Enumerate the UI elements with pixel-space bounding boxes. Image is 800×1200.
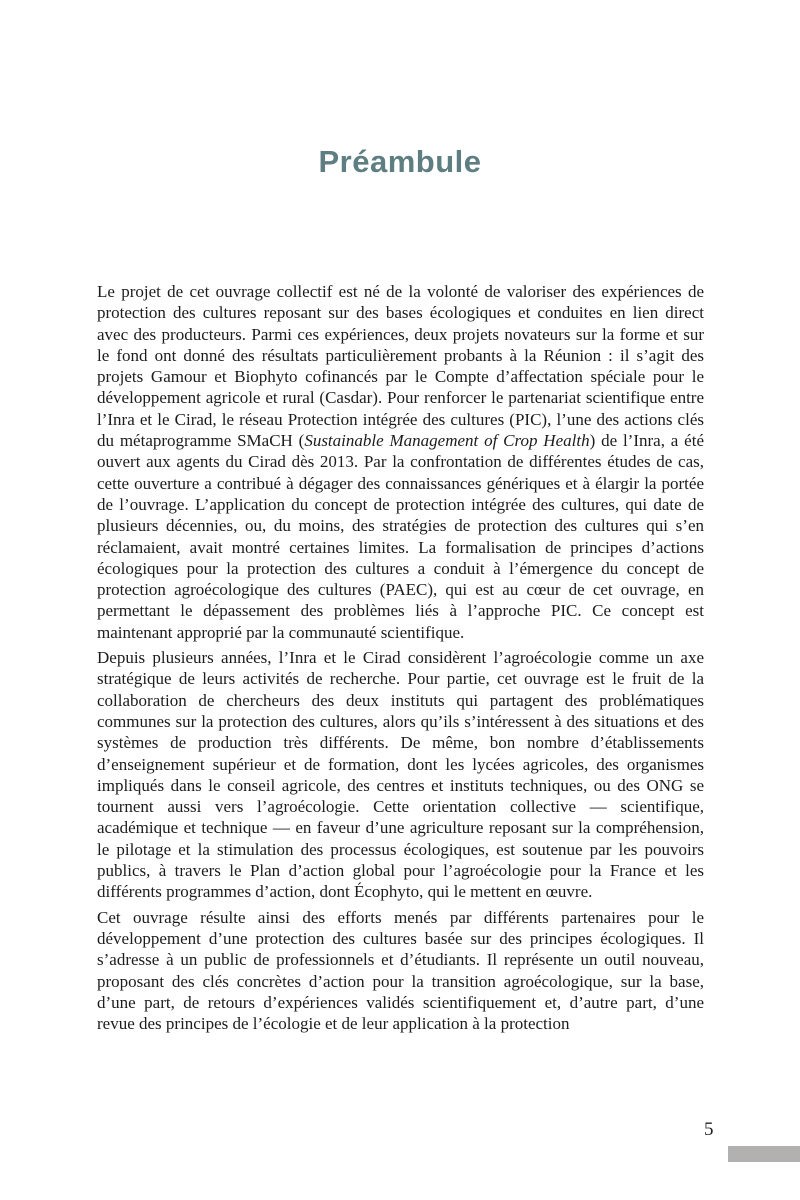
italic-text-run: Sustainable Management of Crop Health xyxy=(304,431,590,451)
paragraph xyxy=(97,907,704,1035)
paragraph xyxy=(97,281,704,643)
text-run: Depuis plusieurs années, l’Inra et le Cirad considèrent l’agroécologie comme un axe stratégique de leurs activités de recherche. Pour partie, cet ouvrage est le fruit de la collaboration de chercheurs des deux instituts qui partagent des problématiques communes sur la protection des cultures, alors qu’ils s’intéressent à des situations et des systèmes de production très différents. De même, bon nombre d’établissements d’enseignement supérieur et de formation, dont les lycées agricoles, des organismes impliqués dans le conseil agricole, des centres et instituts techniques, ou des ONG se tournent aussi vers l’agroécologie. Cette orientation collective — scientifique, académique et technique — en faveur d’une agriculture reposant sur la compréhension, le pilotage et la stimulation des processus écologiques, est soutenue par les pouvoirs publics, à travers le Plan d’action global pour l’agroécologie pour la France et les différents programmes d’action, dont Écophyto, qui le mettent en œuvre. xyxy=(97,648,704,902)
page-number: 5 xyxy=(704,1119,714,1140)
text-run: ) de l’Inra, a été ouvert aux agents du Cirad dès 2013. Par la confrontation de différentes études de cas, cette ouverture a contribué à dégager des connaissances génériques et à élargir la portée de l’ouvrage. L’application du concept de protection intégrée des cultures, qui date de plusieurs décennies, ou, du moins, des stratégies de protection des cultures qui s’en réclamaient, avait montré certaines limites. La formalisation de principes d’actions écologiques pour la protection des cultures a conduit à l’émergence du concept de protection agroécologique des cultures (PAEC), qui est au cœur de cet ouvrage, en permettant le dépassement des problèmes liés à l’approche PIC. Ce concept est maintenant approprié par la communauté scientifique. xyxy=(97,431,704,642)
body-paragraphs xyxy=(97,281,704,1034)
paragraph xyxy=(97,647,704,903)
footer-decoration-bar xyxy=(728,1146,800,1162)
text-run: Cet ouvrage résulte ainsi des efforts menés par différents partenaires pour le développement d’une protection des cultures basée sur des principes écologiques. Il s’adresse à un public de professionnels et d’étudiants. Il représente un outil nouveau, proposant des clés concrètes d’action pour la transition agroécologique, sur la base, d’une part, de retours d’expériences validés scientifiquement et, d’autre part, d’une revue des principes de l’écologie et de leur application à la protection xyxy=(97,907,704,1034)
page-title: Préambule xyxy=(318,144,482,179)
text-run: Le projet de cet ouvrage collectif est né de la volonté de valoriser des expériences de protection des cultures reposant sur des bases écologiques et conduites en lien direct avec des producteurs. Parmi ces expériences, deux projets novateurs sur la forme et sur le fond ont donné des résultats particulièrement probants à la Réunion : il s’agit des projets Gamour et Biophyto cofinancés par le Compte d’affectation spéciale pour le développement agricole et rural (Casdar). Pour renforcer le partenariat scientifique entre l’Inra et le Cirad, le réseau Protection intégrée des cultures (PIC), l’une des actions clés du métaprogramme SMaCH ( xyxy=(97,282,704,451)
